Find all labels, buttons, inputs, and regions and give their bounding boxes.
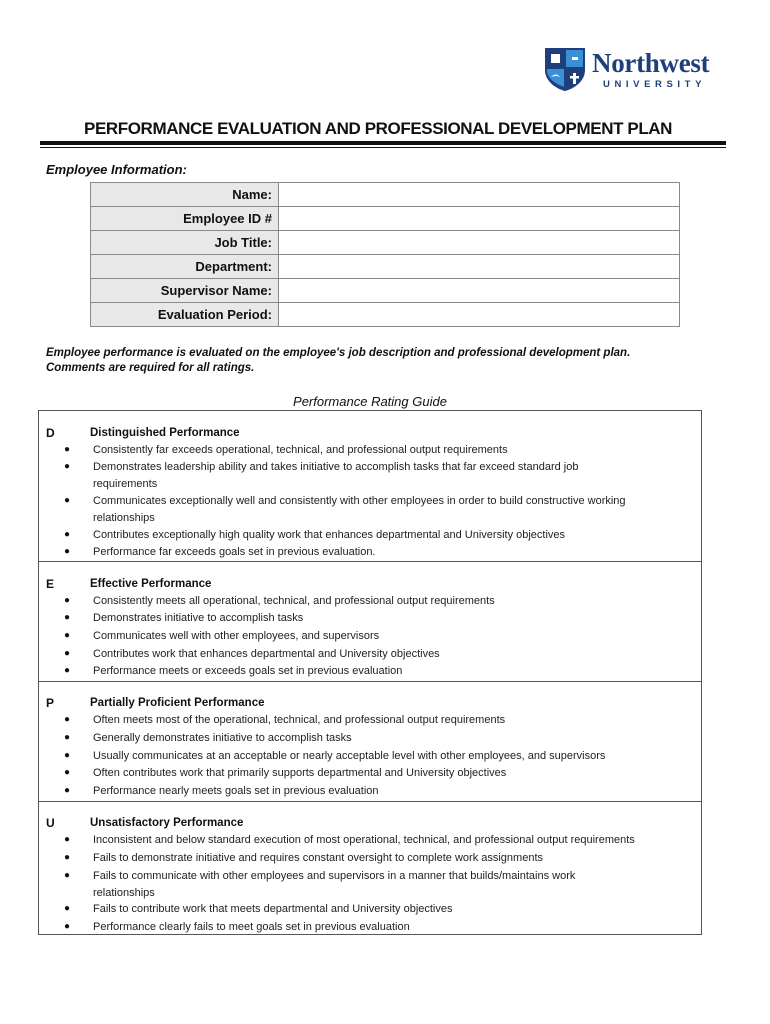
- rating-letter-p: P: [46, 696, 55, 710]
- bullet-icon: ●: [64, 612, 71, 623]
- list-item: Communicates exceptionally well and consistently with other employees in order to build constructive working relationships: [93, 495, 626, 524]
- rating-letter-d: D: [46, 426, 55, 440]
- list-item: Usually communicates at an acceptable or nearly acceptable level with other employees, and supervisors: [93, 750, 606, 762]
- employee-info-heading: Employee Information:: [46, 162, 187, 177]
- section-divider: [38, 561, 702, 562]
- logo-wordmark: Northwest: [592, 48, 710, 78]
- rating-heading-unsatisfactory: Unsatisfactory Performance: [90, 817, 244, 829]
- table-row: [91, 231, 680, 255]
- job-title-label: Job Title:: [91, 231, 279, 255]
- title-rule: [40, 141, 726, 145]
- table-row: [91, 207, 680, 231]
- list-item: Inconsistent and below standard execution of most operational, technical, and professional output requirements: [93, 834, 635, 846]
- rating-heading-distinguished: Distinguished Performance: [90, 427, 240, 439]
- bullet-icon: ●: [64, 921, 71, 932]
- bullet-icon: ●: [64, 785, 71, 796]
- bullet-icon: ●: [64, 870, 71, 881]
- list-item: Demonstrates initiative to accomplish tasks: [93, 612, 304, 624]
- list-item: Performance meets or exceeds goals set in previous evaluation: [93, 665, 403, 677]
- title-rule-thin: [40, 147, 726, 148]
- list-item: Performance far exceeds goals set in previous evaluation.: [93, 546, 376, 558]
- name-label: Name:: [91, 183, 279, 207]
- list-item: Fails to contribute work that meets departmental and University objectives: [93, 903, 453, 915]
- bullet-icon: ●: [64, 834, 71, 845]
- employee-id-label: Employee ID #: [91, 207, 279, 231]
- list-item: Consistently meets all operational, technical, and professional output requirements: [93, 595, 495, 607]
- page-title: PERFORMANCE EVALUATION AND PROFESSIONAL DEVELOPMENT PLAN: [84, 119, 673, 138]
- list-item: Fails to demonstrate initiative and requires constant oversight to complete work assignments: [93, 852, 543, 864]
- bullet-icon: ●: [64, 546, 71, 557]
- table-row: [91, 183, 680, 207]
- bullet-icon: ●: [64, 714, 71, 725]
- bullet-icon: ●: [64, 595, 71, 606]
- bullet-icon: ●: [64, 495, 71, 506]
- supervisor-name-field[interactable]: [279, 279, 680, 303]
- list-item: Contributes exceptionally high quality work that enhances departmental and University objectives: [93, 529, 566, 541]
- university-logo: [543, 44, 733, 94]
- bullet-icon: ●: [64, 529, 71, 540]
- list-item: Performance nearly meets goals set in previous evaluation: [93, 785, 379, 797]
- evaluation-note: [46, 346, 736, 376]
- shield-icon: [543, 44, 587, 92]
- list-item: Performance clearly fails to meet goals set in previous evaluation: [93, 921, 410, 933]
- department-field[interactable]: [279, 255, 680, 279]
- table-row: [91, 255, 680, 279]
- rating-letter-e: E: [46, 577, 55, 591]
- bullet-icon: ●: [64, 750, 71, 761]
- list-item: Contributes work that enhances departmental and University objectives: [93, 648, 440, 660]
- note-line: Comments are required for all ratings.: [46, 362, 255, 374]
- supervisor-name-label: Supervisor Name:: [91, 279, 279, 303]
- bullet-icon: ●: [64, 648, 71, 659]
- bullet-icon: ●: [64, 665, 71, 676]
- list-item: Fails to communicate with other employees and supervisors in a manner that builds/maintains work relationships: [93, 870, 576, 899]
- bullet-icon: ●: [64, 767, 71, 778]
- bullet-icon: ●: [64, 444, 71, 455]
- evaluation-period-label: Evaluation Period:: [91, 303, 279, 327]
- bullet-icon: ●: [64, 630, 71, 641]
- list-item: Often contributes work that primarily supports departmental and University objectives: [93, 767, 507, 779]
- bullet-icon: ●: [64, 732, 71, 743]
- employee-id-field[interactable]: [279, 207, 680, 231]
- department-label: Department:: [91, 255, 279, 279]
- rating-letter-u: U: [46, 816, 55, 830]
- section-divider: [38, 681, 702, 682]
- table-row: [91, 303, 680, 327]
- bullet-icon: ●: [64, 852, 71, 863]
- logo-subtitle: UNIVERSITY: [603, 79, 707, 90]
- note-line: Employee performance is evaluated on the employee's job description and professional development plan.: [46, 347, 631, 359]
- list-item: Demonstrates leadership ability and takes initiative to accomplish tasks that far exceed standard job requirements: [93, 461, 579, 490]
- rating-heading-partially-proficient: Partially Proficient Performance: [90, 697, 265, 709]
- evaluation-period-field[interactable]: [279, 303, 680, 327]
- name-field[interactable]: [279, 183, 680, 207]
- bullet-icon: ●: [64, 461, 71, 472]
- list-item: Often meets most of the operational, technical, and professional output requirements: [93, 714, 506, 726]
- bullet-icon: ●: [64, 903, 71, 914]
- employee-info-table: [90, 182, 680, 327]
- section-divider: [38, 801, 702, 802]
- job-title-field[interactable]: [279, 231, 680, 255]
- rating-guide-title: Performance Rating Guide: [293, 394, 447, 409]
- list-item: Consistently far exceeds operational, technical, and professional output requirements: [93, 444, 508, 456]
- list-item: Generally demonstrates initiative to accomplish tasks: [93, 732, 352, 744]
- rating-heading-effective: Effective Performance: [90, 578, 212, 590]
- list-item: Communicates well with other employees, and supervisors: [93, 630, 380, 642]
- table-row: [91, 279, 680, 303]
